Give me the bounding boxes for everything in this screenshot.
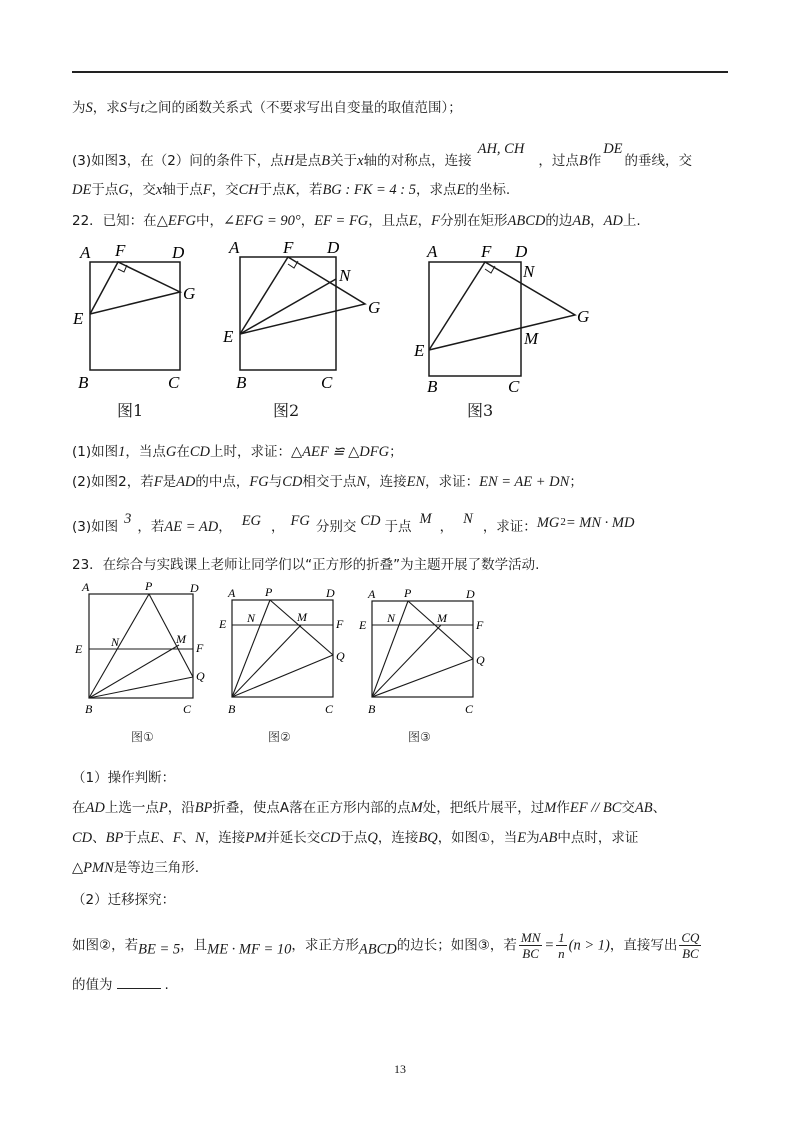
problem-22-part-2: (2)如图2，若F是AD的中点，FG与CD相交于点N，连接EN，求证：EN = AE + DN； <box>72 474 583 490</box>
label: A <box>368 587 376 601</box>
label: F <box>283 238 294 257</box>
label: Q <box>336 649 345 663</box>
label: P <box>145 579 153 593</box>
label: G <box>368 298 381 317</box>
label: E <box>414 341 425 360</box>
label: E <box>219 617 227 631</box>
label: D <box>327 238 340 257</box>
label: C <box>325 702 334 716</box>
figure-23-1-caption: 图① <box>131 730 154 744</box>
label: Q <box>196 669 205 683</box>
figure-23-3-caption: 图③ <box>408 730 431 744</box>
fraction-cq-bc: $\frac{CQ}{BC}$ <box>681 930 700 961</box>
label: D <box>326 586 335 600</box>
label: D <box>190 581 199 595</box>
fraction-mn-bc: $\frac{MN}{BC}$ <box>520 930 541 961</box>
page-number: 13 <box>394 1062 406 1076</box>
label: C <box>321 373 333 392</box>
text-line-1: 为S，求S与t之间的函数关系式（不要求写出自变量的取值范围）； <box>72 100 462 116</box>
label: N <box>111 635 120 649</box>
problem-23-part-1-line-2: CD、BP于点E、F、N，连接PM并延长交CD于点Q，连接BQ，如图①，当E为AB中点时，求证 <box>72 830 639 846</box>
figure-23-2 <box>218 582 363 722</box>
text-line-3: DE于点G，交x轴于点F，交CH于点K，若BG : FK = 4 : 5，求点E的坐标. <box>72 182 511 198</box>
label: G <box>183 284 196 303</box>
label: M <box>437 611 447 625</box>
label: N <box>387 611 396 625</box>
figure-22-1 <box>60 238 210 418</box>
label: C <box>183 702 192 716</box>
problem-22-statement: 22．已知：在△EFG中，∠EFG = 90°，EF = FG，且点E，F分别在矩形ABCD的边AB，AD上. <box>72 213 641 229</box>
label: M <box>176 632 186 646</box>
label: N <box>523 262 535 281</box>
figure-22-3-caption: 图3 <box>467 401 494 420</box>
label: D <box>172 243 185 262</box>
problem-23-part-1-heading: （1）操作判断： <box>72 770 176 786</box>
label: B <box>368 702 376 716</box>
label: B <box>228 702 236 716</box>
label: B <box>427 377 438 396</box>
label: M <box>524 329 539 348</box>
label: Q <box>476 653 485 667</box>
label: N <box>247 611 256 625</box>
label: D <box>466 587 475 601</box>
label: B <box>236 373 247 392</box>
label: P <box>265 585 273 599</box>
figure-22-3 <box>405 238 605 418</box>
figure-23-2-caption: 图② <box>268 730 291 744</box>
label: A <box>427 242 438 261</box>
label: F <box>476 618 484 632</box>
label: F <box>336 617 344 631</box>
label: F <box>115 241 126 260</box>
label: F <box>196 641 204 655</box>
label: E <box>73 309 84 328</box>
header-rule <box>72 71 728 73</box>
problem-22-part-1: (1)如图1，当点G在CD上时，求证：△AEF ≌ △DFG； <box>72 444 403 460</box>
label: A <box>228 586 236 600</box>
label: G <box>577 307 590 326</box>
label: E <box>223 327 234 346</box>
label: E <box>75 642 83 656</box>
problem-23-part-1-line-1: 在AD上选一点P，沿BP折叠，使点A落在正方形内部的点M处，把纸片展平，过M作EF // BC交AB、 <box>72 800 667 816</box>
problem-23-part-2-heading: （2）迁移探究： <box>72 892 176 908</box>
label: B <box>85 702 93 716</box>
label: P <box>404 586 412 600</box>
problem-23-part-2-line-1: 如图②，若BE = 5，且ME · MF = 10，求正方形ABCD的边长；如图③，若 $\frac{MN}{BC}$ = $\frac{1}{n}$ (n > 1)，直接写出 $\frac{CQ}{BC}$ <box>72 930 700 961</box>
problem-23-statement: 23．在综合与实践课上老师让同学们以“正方形的折叠”为主题开展了数学活动. <box>72 557 540 573</box>
label: C <box>508 377 520 396</box>
figure-22-2-caption: 图2 <box>273 401 300 420</box>
figure-22-1-caption: 图1 <box>117 401 144 420</box>
label: C <box>465 702 474 716</box>
answer-blank[interactable] <box>117 974 161 989</box>
text-line-2: (3)如图3，在（2）问的条件下，点H是点B关于x轴的对称点，连接AH, CH，过点B作DE的垂线，交 <box>72 141 693 169</box>
label: A <box>229 238 240 257</box>
label: B <box>78 373 89 392</box>
figure-23-1 <box>72 579 217 722</box>
label: C <box>168 373 180 392</box>
problem-23-part-1-line-3: △PMN是等边三角形. <box>72 860 200 876</box>
label: A <box>82 580 90 594</box>
label: N <box>339 266 351 285</box>
label: F <box>481 242 492 261</box>
label: M <box>297 610 307 624</box>
problem-22-part-3: (3)如图 3 ，若AE = AD， EG ， FG 分别交 CD 于点 M ， N ，求证：$MG^2=$ MN · MD <box>72 511 635 535</box>
label: E <box>359 618 367 632</box>
fraction-1-n: $\frac{1}{n}$ <box>558 930 565 961</box>
figure-22-2 <box>215 238 395 418</box>
problem-23-part-2-line-2: 的值为 . <box>72 974 169 995</box>
figure-23-3 <box>358 582 503 722</box>
label: D <box>515 242 528 261</box>
label: A <box>80 243 91 262</box>
